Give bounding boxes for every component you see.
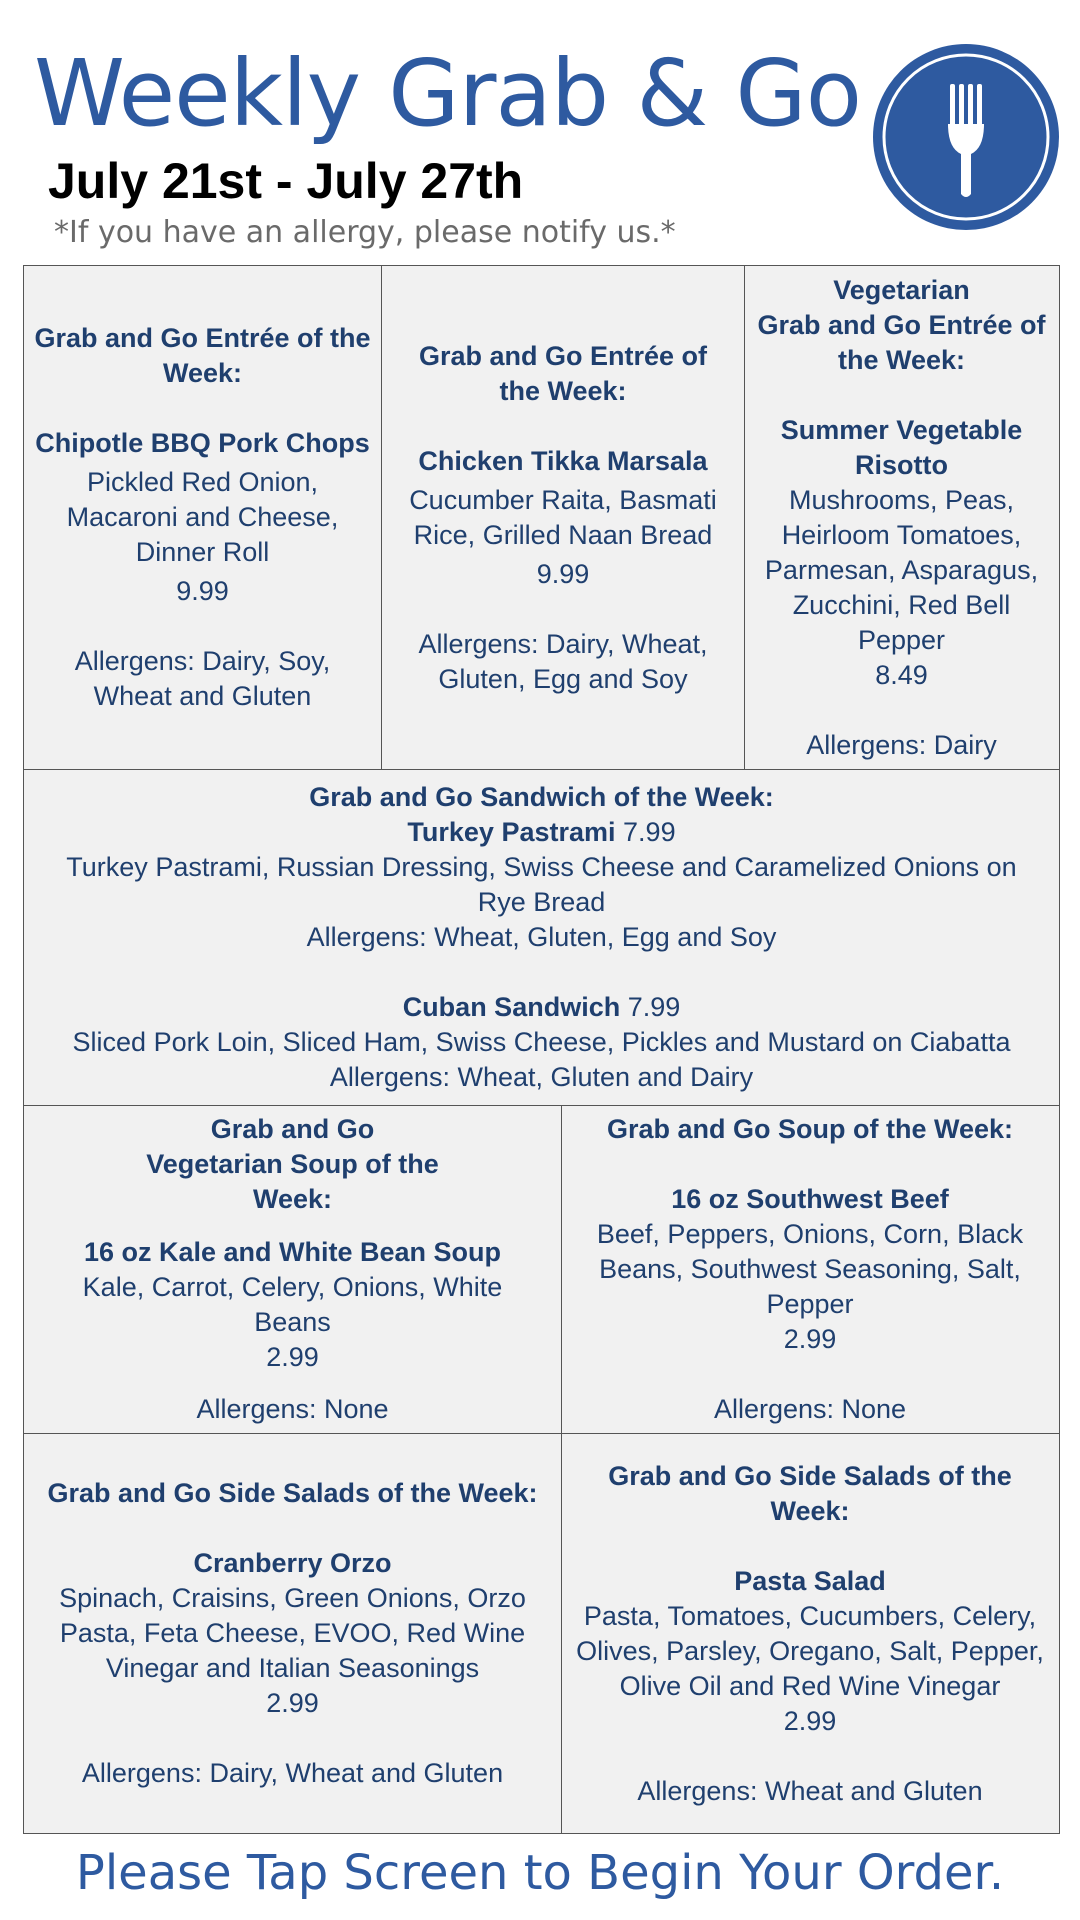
entree-card[interactable] bbox=[744, 266, 1058, 769]
salad-description: Pasta, Tomatoes, Cucumbers, Celery, Olives, Parsley, Oregano, Salt, Pepper, Olive Oil and Red Wine Vinegar bbox=[576, 1600, 1044, 1701]
sandwich-price: 7.99 bbox=[627, 992, 681, 1022]
salad-row bbox=[23, 1434, 1060, 1834]
sandwich-price: 7.99 bbox=[623, 817, 676, 847]
salad-name: Pasta Salad bbox=[734, 1565, 886, 1596]
sandwich-title-line bbox=[44, 815, 1039, 850]
soup-name: 16 oz Kale and White Bean Soup bbox=[83, 1236, 502, 1267]
entree-description: Mushrooms, Peas, Heirloom Tomatoes, Parmesan, Asparagus, Zucchini, Red Bell Pepper bbox=[764, 484, 1039, 655]
sandwich-description: Turkey Pastrami, Russian Dressing, Swiss Cheese and Caramelized Onions on Rye Bread bbox=[66, 852, 1017, 917]
entree-card[interactable] bbox=[24, 266, 381, 769]
entree-price: 9.99 bbox=[176, 576, 229, 606]
sandwich-title-line bbox=[44, 990, 1039, 1025]
soup-row bbox=[23, 1106, 1060, 1434]
sandwich-allergens: Allergens: Wheat, Gluten, Egg and Soy bbox=[306, 922, 777, 952]
soup-description: Kale, Carrot, Celery, Onions, White Beans bbox=[82, 1271, 503, 1337]
soup-description: Beef, Peppers, Onions, Corn, Black Beans, Southwest Seasoning, Salt, Pepper bbox=[596, 1219, 1024, 1319]
fork-icon bbox=[873, 44, 1059, 230]
soup-allergens: Allergens: None bbox=[196, 1394, 389, 1424]
tap-to-begin-prompt[interactable]: Please Tap Screen to Begin Your Order. bbox=[75, 1845, 1005, 1901]
entree-price: 8.49 bbox=[875, 659, 928, 690]
soup-allergens: Allergens: None bbox=[713, 1394, 907, 1424]
date-range: July 21st - July 27th bbox=[48, 153, 524, 209]
salad-description: Spinach, Craisins, Green Onions, Orzo Pasta, Feta Cheese, EVOO, Red Wine Vinegar and Italian Seasonings bbox=[59, 1583, 526, 1683]
entree-heading: Grab and Go Entrée of the Week: bbox=[34, 323, 371, 388]
sandwich-name: Cuban Sandwich bbox=[402, 992, 621, 1022]
entree-name: Chicken Tikka Marsala bbox=[418, 445, 708, 476]
sandwich-card[interactable] bbox=[24, 770, 1059, 1105]
sandwich-heading: Grab and Go Sandwich of the Week: bbox=[309, 782, 774, 812]
entree-allergens: Allergens: Dairy, Soy, Wheat and Gluten bbox=[74, 646, 331, 711]
allergy-notice: *If you have an allergy, please notify us.* bbox=[54, 215, 676, 250]
entree-heading: Grab and Go Entrée of the Week: bbox=[757, 309, 1046, 375]
page-title: Weekly Grab & Go bbox=[34, 40, 862, 147]
sandwich-description: Sliced Pork Loin, Sliced Ham, Swiss Cheese, Pickles and Mustard on Ciabatta bbox=[72, 1027, 1011, 1057]
entree-card[interactable] bbox=[381, 266, 744, 769]
entree-allergens: Allergens: Dairy, Wheat, Gluten, Egg and Soy bbox=[418, 628, 708, 694]
entree-row bbox=[23, 265, 1060, 770]
entree-allergens: Allergens: Dairy bbox=[806, 729, 997, 760]
salad-name: Cranberry Orzo bbox=[193, 1548, 392, 1578]
menu-grid bbox=[23, 265, 1060, 1834]
sandwich-allergens: Allergens: Wheat, Gluten and Dairy bbox=[329, 1062, 754, 1092]
soup-name: 16 oz Southwest Beef bbox=[671, 1184, 949, 1214]
entree-heading: Grab and Go Entrée of the Week: bbox=[418, 340, 708, 406]
sandwich-row bbox=[23, 770, 1060, 1106]
soup-card[interactable] bbox=[24, 1106, 561, 1433]
soup-price: 2.99 bbox=[266, 1341, 319, 1372]
soup-price: 2.99 bbox=[783, 1324, 837, 1354]
entree-description: Pickled Red Onion, Macaroni and Cheese, Dinner Roll bbox=[66, 467, 339, 567]
entree-description: Cucumber Raita, Basmati Rice, Grilled Naan Bread bbox=[409, 484, 717, 550]
salad-card[interactable] bbox=[561, 1434, 1058, 1833]
entree-price: 9.99 bbox=[536, 558, 590, 589]
entree-name: Summer Vegetable Risotto bbox=[780, 414, 1023, 480]
sandwich-name: Turkey Pastrami bbox=[407, 817, 616, 847]
entree-heading-vegetarian: Vegetarian bbox=[833, 274, 970, 305]
entree-name: Chipotle BBQ Pork Chops bbox=[35, 428, 370, 458]
salad-allergens: Allergens: Dairy, Wheat and Gluten bbox=[81, 1758, 504, 1788]
salad-heading: Grab and Go Side Salads of the Week: bbox=[47, 1478, 538, 1508]
salad-price: 2.99 bbox=[783, 1705, 837, 1736]
soup-heading: Grab and Go Soup of the Week: bbox=[606, 1114, 1014, 1144]
salad-price: 2.99 bbox=[266, 1688, 319, 1718]
soup-heading: Grab and Go Vegetarian Soup of the Week: bbox=[146, 1114, 439, 1214]
salad-heading: Grab and Go Side Salads of the Week: bbox=[608, 1460, 1012, 1526]
salad-allergens: Allergens: Wheat and Gluten bbox=[637, 1775, 983, 1806]
soup-card[interactable] bbox=[561, 1106, 1058, 1433]
salad-card[interactable] bbox=[24, 1434, 561, 1833]
